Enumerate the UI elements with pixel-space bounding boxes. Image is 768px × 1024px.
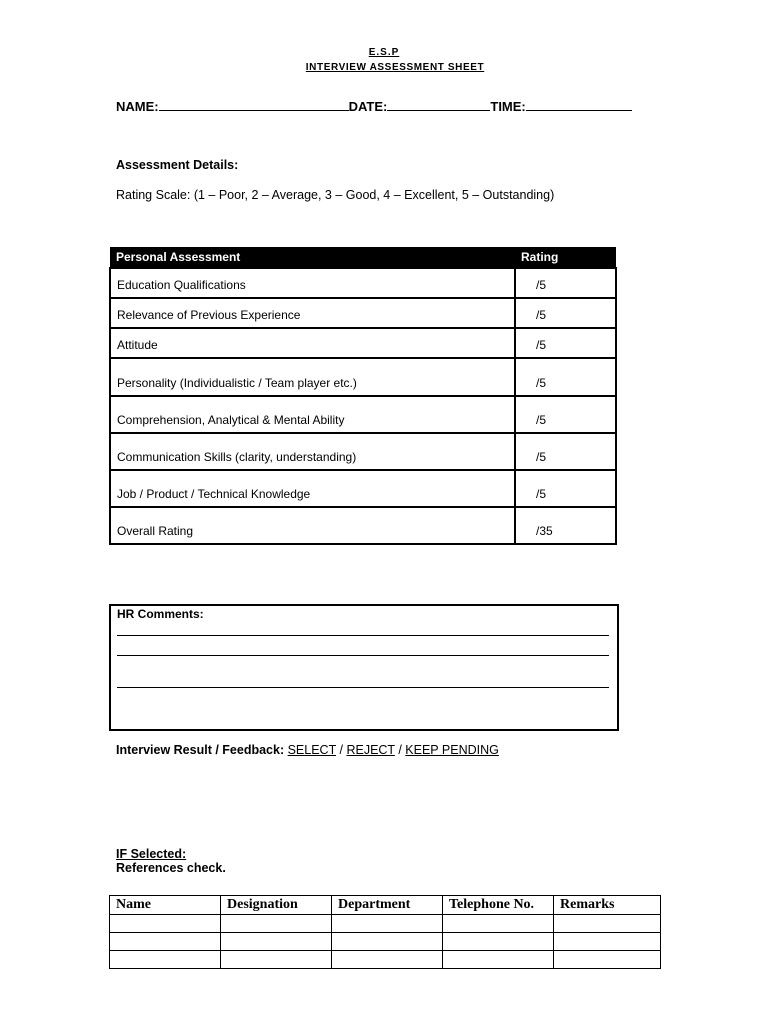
references-check-label: References check. [116, 861, 226, 875]
reference-cell[interactable] [332, 951, 443, 969]
reference-cell[interactable] [221, 951, 332, 969]
assessment-item: Comprehension, Analytical & Mental Ability [110, 396, 515, 433]
table-row [110, 507, 616, 544]
comment-line [117, 655, 609, 656]
rating-cell[interactable]: /5 [515, 433, 616, 470]
reference-cell[interactable] [443, 933, 554, 951]
assessment-details-heading: Assessment Details: [116, 158, 239, 172]
rating-cell[interactable]: /5 [515, 298, 616, 328]
reference-cell[interactable] [110, 933, 221, 951]
if-selected-heading: IF Selected: [116, 847, 187, 861]
table-row [110, 268, 616, 298]
personal-assessment-header: Personal Assessment [110, 247, 515, 268]
table-row [110, 328, 616, 358]
document-title: INTERVIEW ASSESSMENT SHEET [305, 62, 485, 73]
date-field[interactable] [387, 98, 490, 111]
rating-scale-text: Rating Scale: (1 – Poor, 2 – Average, 3 – Good, 4 – Excellent, 5 – Outstanding) [116, 188, 555, 202]
reference-cell[interactable] [221, 915, 332, 933]
interview-result-line [116, 743, 499, 757]
reference-cell[interactable] [332, 933, 443, 951]
reference-cell[interactable] [443, 951, 554, 969]
designation-column-header: Designation [221, 896, 332, 915]
comment-line [117, 687, 609, 688]
rating-cell[interactable]: /5 [515, 470, 616, 507]
overall-rating-cell[interactable]: /35 [515, 507, 616, 544]
keep-pending-option[interactable]: KEEP PENDING [405, 743, 499, 757]
reference-cell[interactable] [443, 915, 554, 933]
overall-rating-label: Overall Rating [110, 507, 515, 544]
reference-cell[interactable] [110, 915, 221, 933]
comment-line [117, 635, 609, 636]
assessment-item: Education Qualifications [110, 268, 515, 298]
separator: / [339, 743, 343, 757]
separator: / [398, 743, 402, 757]
time-label: TIME: [490, 99, 526, 114]
assessment-item: Job / Product / Technical Knowledge [110, 470, 515, 507]
rating-cell[interactable]: /5 [515, 268, 616, 298]
table-row [110, 358, 616, 396]
table-row [110, 433, 616, 470]
reference-cell[interactable] [554, 933, 661, 951]
reference-cell[interactable] [554, 951, 661, 969]
reference-cell[interactable] [332, 915, 443, 933]
reference-cell[interactable] [221, 933, 332, 951]
hr-comments-box[interactable] [109, 604, 619, 731]
name-field[interactable] [159, 98, 349, 111]
rating-cell[interactable]: /5 [515, 358, 616, 396]
name-label: NAME: [116, 99, 159, 114]
remarks-column-header: Remarks [554, 896, 661, 915]
assessment-header-row [110, 247, 616, 268]
department-column-header: Department [332, 896, 443, 915]
organization-title: E.S.P [368, 47, 400, 58]
references-table [109, 895, 661, 969]
assessment-item: Personality (Individualistic / Team player etc.) [110, 358, 515, 396]
references-header-row [110, 896, 661, 915]
assessment-item: Attitude [110, 328, 515, 358]
candidate-info-line [116, 98, 632, 114]
date-label: DATE: [348, 99, 388, 114]
table-row [110, 298, 616, 328]
reference-cell[interactable] [110, 951, 221, 969]
assessment-table [109, 247, 617, 545]
rating-cell[interactable]: /5 [515, 328, 616, 358]
table-row [110, 915, 661, 933]
table-row [110, 933, 661, 951]
telephone-column-header: Telephone No. [443, 896, 554, 915]
rating-cell[interactable]: /5 [515, 396, 616, 433]
time-field[interactable] [526, 98, 632, 111]
table-row [110, 470, 616, 507]
assessment-item: Relevance of Previous Experience [110, 298, 515, 328]
rating-header: Rating [515, 247, 616, 268]
assessment-item: Communication Skills (clarity, understanding) [110, 433, 515, 470]
table-row [110, 396, 616, 433]
name-column-header: Name [110, 896, 221, 915]
select-option[interactable]: SELECT [287, 743, 336, 757]
hr-comments-title: HR Comments: [117, 607, 204, 621]
table-row [110, 951, 661, 969]
result-label: Interview Result / Feedback: [116, 743, 285, 757]
reject-option[interactable]: REJECT [346, 743, 395, 757]
reference-cell[interactable] [554, 915, 661, 933]
